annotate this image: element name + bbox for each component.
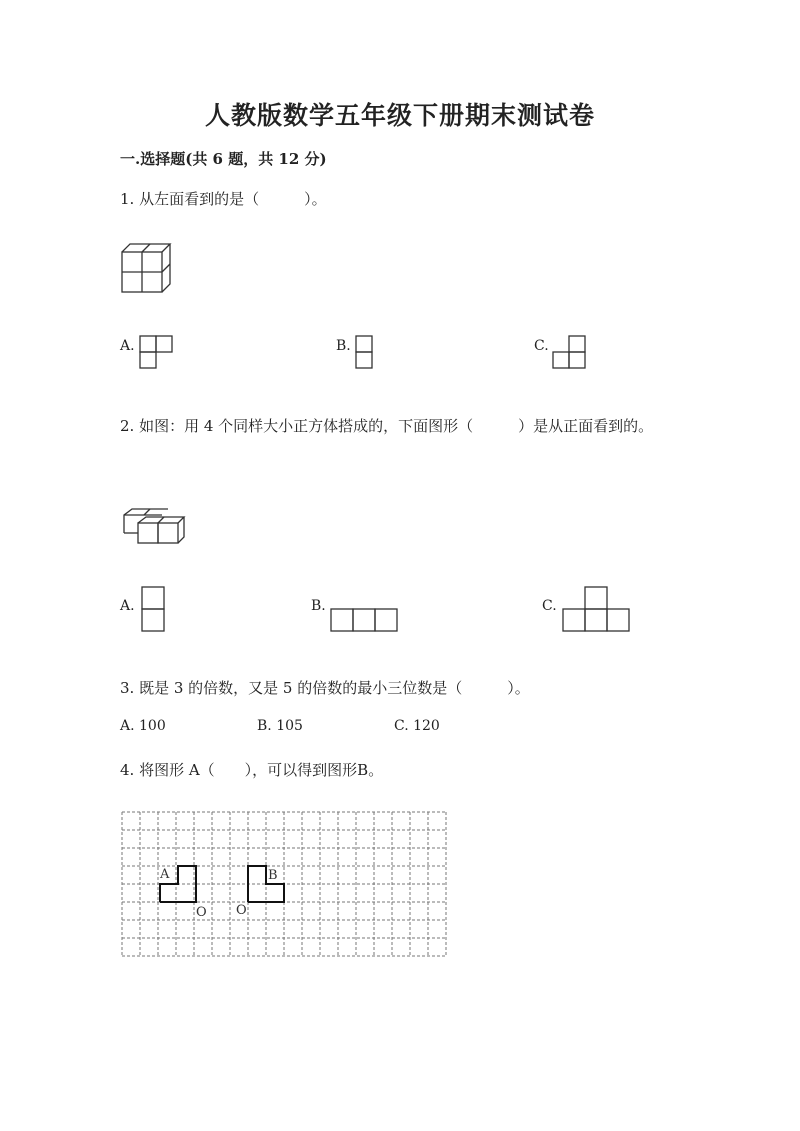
section-heading: 一.选择题(共 6 题，共 12 分) (120, 150, 327, 168)
question-1-text: 1. 从左面看到的是（ ）。 (120, 190, 327, 208)
page-title: 人教版数学五年级下册期末测试卷 (204, 101, 595, 130)
question-3-text: 3. 既是 3 的倍数，又是 5 的倍数的最小三位数是（ ）。 (120, 679, 530, 697)
q1-option-a-label: A. (120, 338, 135, 354)
q1-option-b-figure[interactable] (354, 334, 378, 374)
q1-option-b-label: B. (336, 338, 351, 354)
question-4-text: 4. 将图形 A（ ），可以得到图形B。 (120, 761, 384, 779)
q1-option-c-figure[interactable] (551, 334, 591, 374)
q2-option-a-label: A. (120, 598, 135, 614)
label-b: B (268, 868, 278, 883)
q3-option-a[interactable]: A. 100 (120, 718, 166, 734)
q3-option-c[interactable]: C. 120 (394, 718, 440, 734)
q1-cube-figure (118, 240, 178, 295)
label-o-1: O (196, 905, 207, 920)
q2-option-b-label: B. (311, 598, 326, 614)
label-o-2: O (236, 903, 247, 918)
q3-option-b[interactable]: B. 105 (257, 718, 303, 734)
q2-option-b-figure[interactable] (329, 607, 401, 637)
q2-cube-figure (120, 505, 190, 550)
label-a: A (160, 867, 170, 882)
question-2-text: 2. 如图：用 4 个同样大小正方体搭成的，下面图形（ ）是从正面看到的。 (120, 417, 654, 435)
q1-option-c-label: C. (534, 338, 549, 354)
q1-option-a-figure[interactable] (138, 334, 178, 374)
q2-option-c-figure[interactable] (561, 585, 633, 637)
q2-option-c-label: C. (542, 598, 557, 614)
q2-option-a-figure[interactable] (140, 585, 170, 637)
q4-grid-figure (120, 810, 450, 960)
